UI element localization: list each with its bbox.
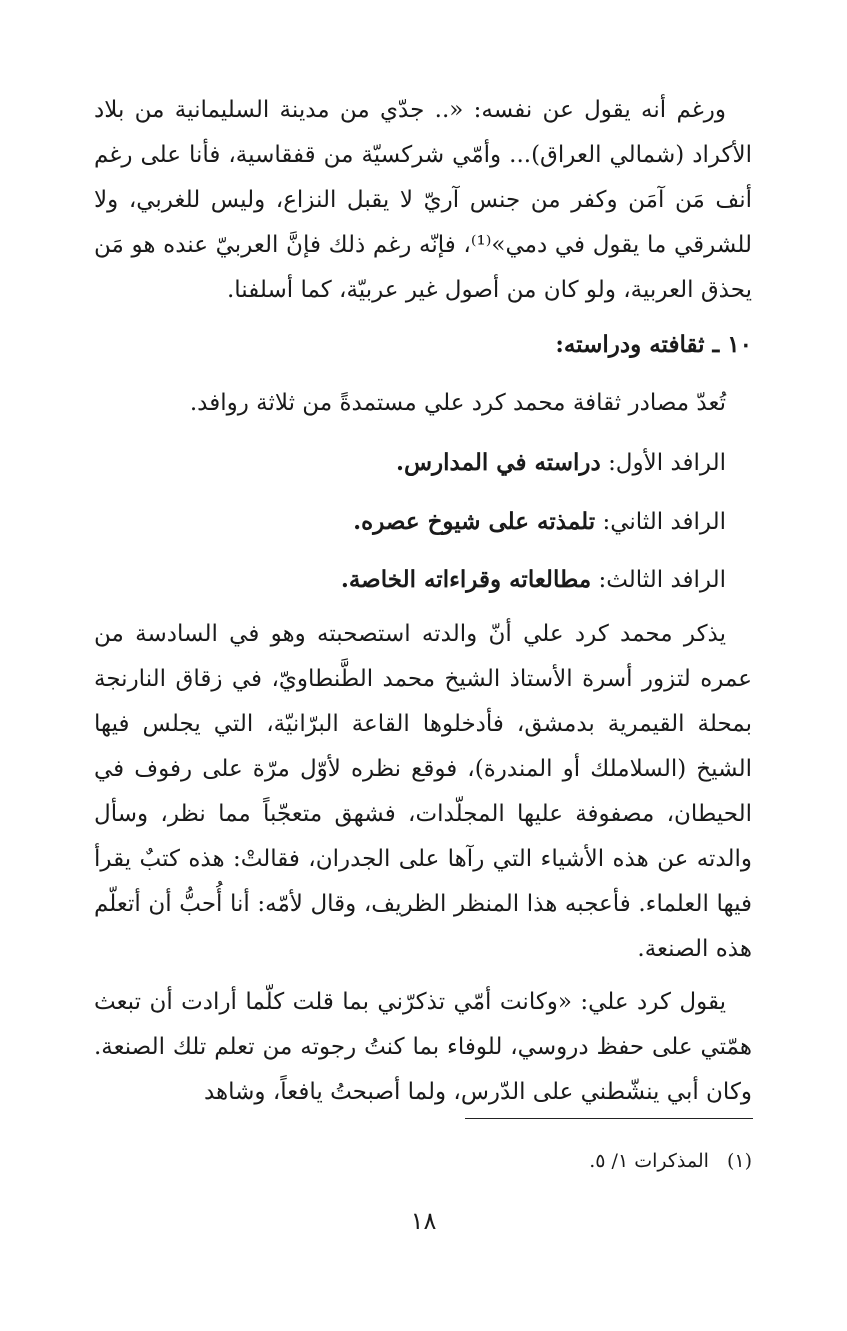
tributary-item (94, 557, 726, 603)
footnote (589, 1146, 752, 1176)
paragraph-quote: يقول كرد علي: «وكانت أمّي تذكرّني بما قلت كلّما أرادت أن تبعث همّتي على حفظ دروسي، للوفاء بما كنتُ رجوته من تعلم تلك الصنعة. وكان أبي ينشّطني على الدّرس، ولما أصبحتُ يافعاً، وشاهد (94, 989, 752, 1105)
tributary-label: الرافد الثاني: (602, 509, 726, 535)
tributary-text: تلمذته على شيوخ عصره. (353, 508, 596, 535)
sources-intro: تُعدّ مصادر ثقافة محمد كرد علي مستمدةً من ثلاثة روافد. (189, 390, 726, 416)
page-number: ١٨ (410, 1207, 437, 1235)
tributary-text: مطالعاته وقراءاته الخاصة. (340, 566, 592, 593)
tributary-item (94, 499, 726, 545)
footnote-text: المذكرات ١/ ٥. (589, 1150, 709, 1172)
tributary-label: الرافد الثالث: (598, 567, 726, 593)
tributary-item (94, 440, 726, 486)
tributary-label: الرافد الأول: (608, 450, 726, 476)
tributary-text: دراسته في المدارس. (395, 449, 601, 476)
paragraph-origins: ورغم أنه يقول عن نفسه: «.. جدّي من مدينة السليمانية من بلاد الأكراد (شمالي العراق)... وأمّي شركسيّة من قفقاسية، فأنا على رغم أنف مَن آمَن وكفر من جنس آريّ لا يقبل النزاع، وليس للغربي، ولا للشرقي ما يقول في دمي»⁽¹⁾، فإنّه رغم ذلك فإنَّ العربيّ عنده هو مَن يحذق العربية، ولو كان من أصول غير عربيّة، كما أسلفنا. (94, 97, 752, 303)
section-heading: ١٠ ـ ثقافته ودراسته: (555, 331, 752, 358)
footnote-number: (١) (726, 1150, 752, 1172)
paragraph-childhood: يذكر محمد كرد علي أنّ والدته استصحبته وهو في السادسة من عمره لتزور أسرة الأستاذ الشيخ محمد الطَّنطاويّ، في زقاق النارنجة بمحلة القيمرية بدمشق، فأدخلوها القاعة البرّانيّة، التي يجلس فيها الشيخ (السلاملك أو المندرة)، فوقع نظره لأوّل مرّة على رفوف في الحيطان، مصفوفة عليها المجلّدات، فشهق متعجّباً مما نظر، وسأل والدته عن هذه الأشياء التي رآها على الجدران، فقالتْ: هذه كتبٌ يقرأ فيها العلماء. فأعجبه هذا المنظر الظريف، وقال لأمّه: أنا أُحبُّ أن أتعلّم هذه الصنعة. (94, 621, 753, 962)
footnote-divider (465, 1118, 753, 1119)
